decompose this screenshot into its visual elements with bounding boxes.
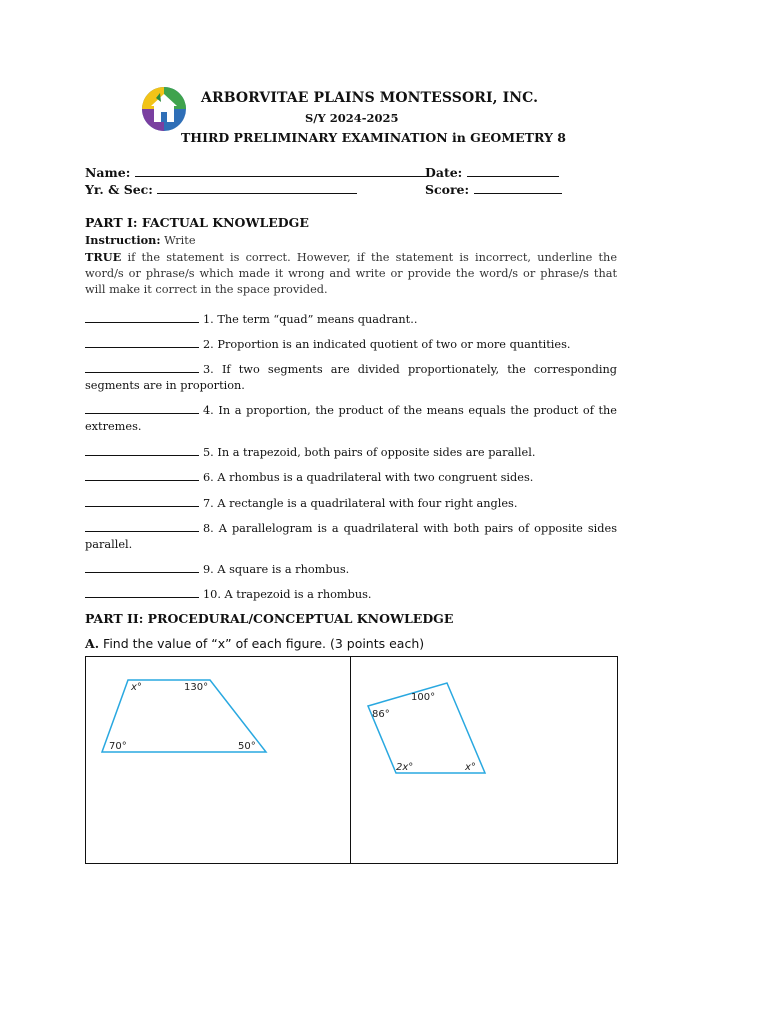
school-year: S/Y 2024-2025	[305, 111, 399, 125]
quadrilateral-figure	[351, 657, 617, 863]
question-item: 6. A rhombus is a quadrilateral with two congruent sides.	[85, 469, 617, 486]
question-item: 5. In a trapezoid, both pairs of opposite sides are parallel.	[85, 444, 617, 461]
figure-cell-1[interactable]	[86, 657, 351, 863]
trapezoid-figure	[86, 657, 350, 863]
answer-blank[interactable]	[85, 336, 199, 348]
part2-subheading	[85, 636, 424, 651]
answer-blank[interactable]	[85, 561, 199, 573]
figure-cell-2[interactable]	[351, 657, 617, 863]
date-field[interactable]	[425, 164, 559, 180]
angle-label: 100°	[411, 692, 436, 703]
question-item: 7. A rectangle is a quadrilateral with four right angles.	[85, 495, 617, 512]
yrsec-field[interactable]	[85, 181, 357, 197]
angle-label: 70°	[109, 741, 127, 752]
angle-label: x°	[465, 762, 476, 773]
question-item: 2. Proportion is an indicated quotient of two or more quantities.	[85, 336, 617, 353]
question-item: 9. A square is a rhombus.	[85, 561, 617, 578]
answer-blank[interactable]	[85, 402, 199, 414]
angle-label: 130°	[184, 682, 209, 693]
true-word: TRUE	[85, 250, 122, 264]
part1-instruction	[85, 232, 617, 298]
answer-blank[interactable]	[85, 495, 199, 507]
instruction-text: if the statement is correct. However, if the statement is incorrect, underline the word/s or phrase/s which made it wrong and write or provide the word/s or phrase/s that will make it correct in the space provided.	[85, 251, 618, 296]
answer-blank[interactable]	[85, 444, 199, 456]
angle-label: 50°	[238, 741, 256, 752]
sub-text: Find the value of “x” of each figure. (3 points each)	[103, 636, 425, 651]
question-item: 10. A trapezoid is a rhombus.	[85, 586, 617, 603]
name-field[interactable]	[85, 164, 429, 180]
school-logo	[141, 86, 187, 132]
question-item: 1. The term “quad” means quadrant..	[85, 311, 617, 328]
exam-title: THIRD PRELIMINARY EXAMINATION in GEOMETRY 8	[181, 130, 566, 145]
instruction-word: Write	[164, 234, 196, 247]
date-label: Date:	[425, 165, 463, 180]
angle-label: 86°	[372, 709, 390, 720]
score-field[interactable]	[425, 181, 562, 197]
answer-blank[interactable]	[85, 469, 199, 481]
name-label: Name:	[85, 165, 131, 180]
sub-label: A.	[85, 636, 100, 651]
school-name: ARBORVITAE PLAINS MONTESSORI, INC.	[201, 90, 539, 106]
answer-blank[interactable]	[85, 361, 199, 373]
instruction-label: Instruction:	[85, 233, 161, 247]
question-item: 3. If two segments are divided proportionately, the corresponding segments are in proportion.	[85, 363, 617, 392]
figure-table	[85, 656, 618, 864]
angle-label: x°	[131, 682, 142, 693]
answer-blank[interactable]	[85, 520, 199, 532]
yrsec-label: Yr. & Sec:	[85, 182, 153, 197]
part2-title: PART II: PROCEDURAL/CONCEPTUAL KNOWLEDGE	[85, 611, 454, 626]
answer-blank[interactable]	[85, 311, 199, 323]
question-item: 8. A parallelogram is a quadrilateral with both pairs of opposite sides parallel.	[85, 522, 617, 551]
angle-label: 2x°	[396, 762, 414, 773]
answer-blank[interactable]	[85, 586, 199, 598]
question-item: 4. In a proportion, the product of the means equals the product of the extremes.	[85, 404, 617, 433]
score-label: Score:	[425, 182, 470, 197]
part1-title: PART I: FACTUAL KNOWLEDGE	[85, 215, 309, 230]
